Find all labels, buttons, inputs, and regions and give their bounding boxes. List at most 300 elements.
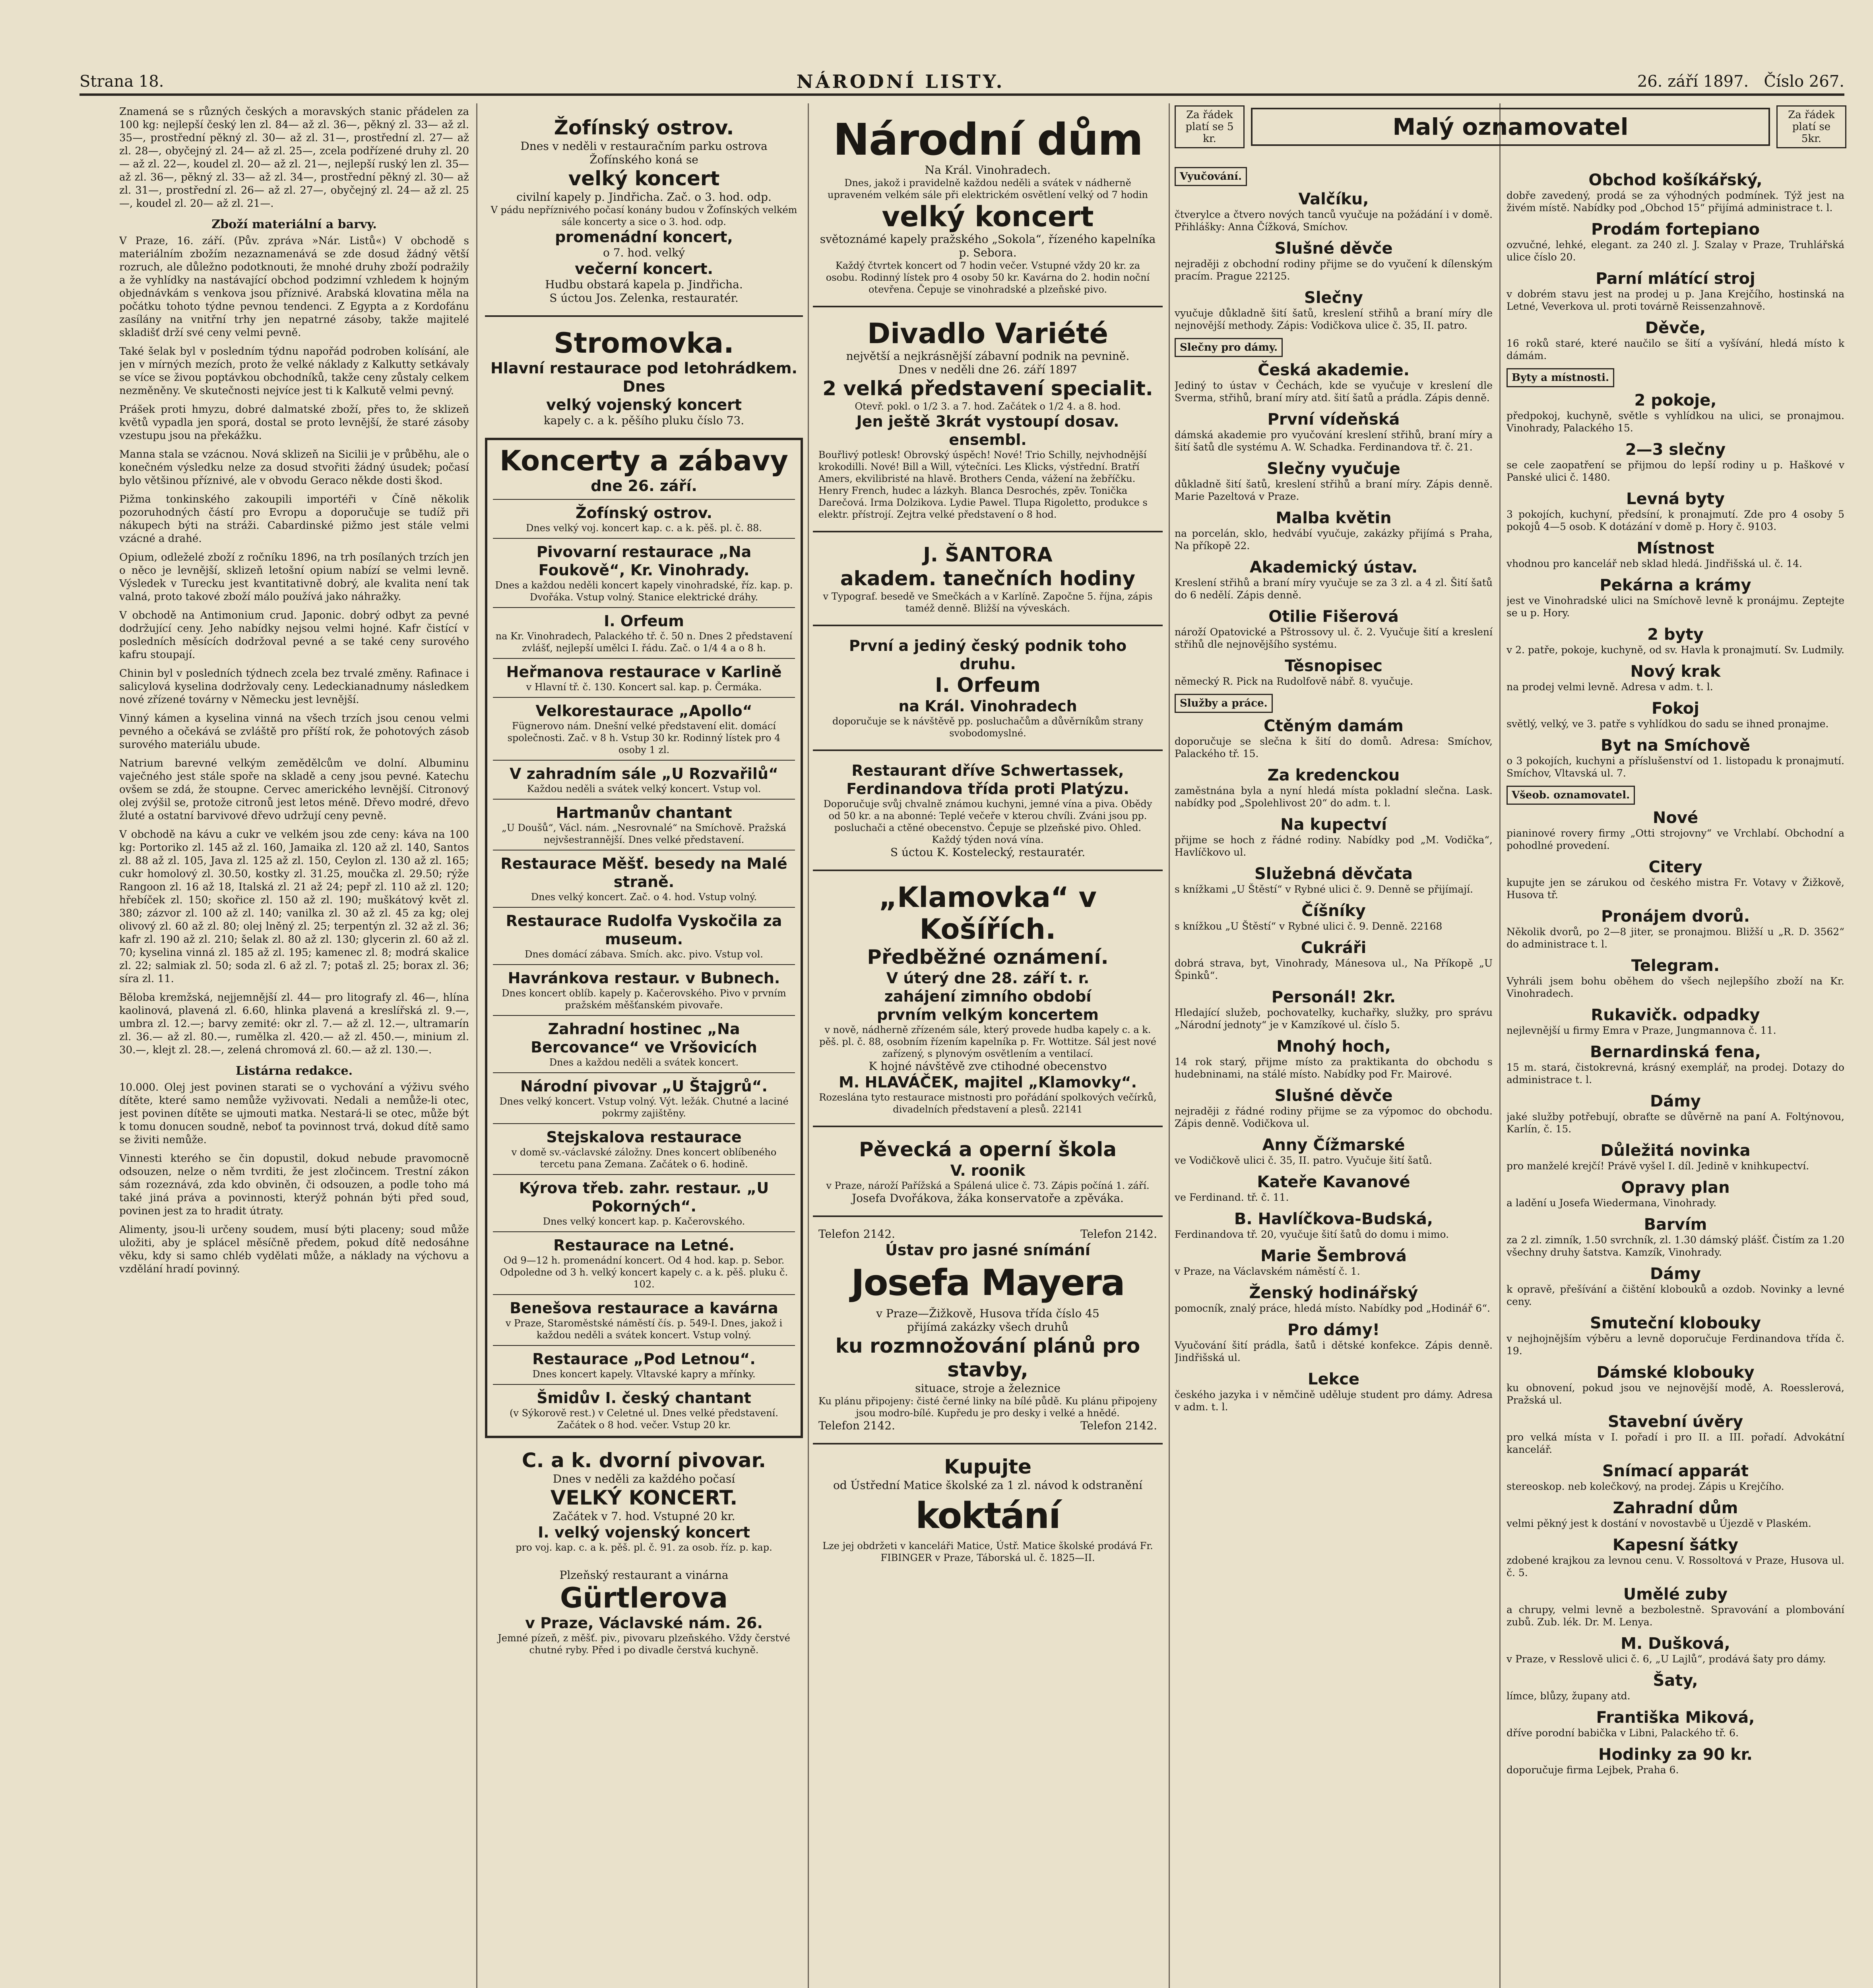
classified-ad [1507, 1006, 1844, 1037]
ad-text: Josefa Dvořákova, žáka konservatoře a zpěváka. [852, 1192, 1124, 1205]
classified-title: Dámy [1650, 1265, 1701, 1283]
ad-headline: V. roonik [950, 1162, 1026, 1179]
article-paragraph: V Praze, 16. září. (Pův. zpráva »Nár. Listů«) V obchodě s materiálním zbožím nezaznamenává se zde dosud žádný větší rozruch, ale důležno podotknouti, že mnohé druhy zboží podražily a že vyhlídky na nastávající obchod podzimní vzhledem k hojným objednávkám s venkova jsou příznivé. Arabská klovatina měla na počátku tohoto týdne pevnou tendenci. Z Egypta a z Kordofánu zasílány na vnitřní trhy jen nepatrné zásoby, takže majitelé skladišť drží své ceny velmi pevně. [119, 235, 469, 339]
ad-headline: v Praze, Václavské nám. 26. [525, 1614, 763, 1632]
classified-title: Dámské klobouky [1596, 1363, 1755, 1382]
column-rule [808, 103, 809, 1988]
classified-title: Pekárna a krámy [1600, 576, 1751, 594]
section-heading: Listárna redakce. [235, 1064, 353, 1078]
listing-venue: Kýrova třeb. zahr. restaur. „U Pokorných“. [519, 1179, 769, 1215]
classified-text: jest ve Vinohradské ulici na Smíchově levně k pronájmu. Zeptejte se u p. Hory. [1507, 595, 1844, 619]
ad-text: o 7. hod. velký [603, 246, 685, 259]
listing-venue: Benešova restaurace a kavárna [510, 1299, 778, 1317]
classified-title: Otilie Fišerová [1268, 608, 1399, 626]
classified-text: v Praze, v Resslově ulici č. 6, „U Lajlů“, prodává šaty pro dámy. [1507, 1653, 1826, 1665]
classified-ad [1507, 858, 1844, 901]
classified-ad [1175, 558, 1493, 601]
classified-title: Pronájem dvorů. [1601, 907, 1750, 926]
classified-text: na prodej velmi levně. Adresa v adm. t. l. [1507, 681, 1713, 693]
classified-ad [1175, 410, 1493, 453]
ad-text: v Typograf. besedě ve Smečkách a v Karlíně. Započne 5. října, zápis taméž denně. Bližší na výveskách. [823, 591, 1153, 614]
article-paragraph: Alimenty, jsou-li určeny soudem, musí býti placeny; soud může uložiti, aby je splácel měsíčně předem, pokud dítě nedosáhne věku, kdy si samo chléb vydělati může, a náklady na výchovu a vzdělání hradí povinný. [119, 1224, 469, 1275]
classified-title: Služebná děvčata [1254, 865, 1413, 883]
listing-venue: Velkorestaurace „Apollo“ [535, 702, 752, 720]
ad-narodni-dum [813, 111, 1163, 300]
ad-title: Národní dům [833, 114, 1143, 165]
divider [493, 799, 795, 800]
listing-venue: Stejskalova restaurace [546, 1128, 742, 1146]
classified-title: B. Havlíčkova-Budská, [1234, 1210, 1433, 1228]
classified-text: pro manželé krejčí! Právě vyšel I. díl. Jedině v knihkupectví. [1507, 1160, 1809, 1172]
ad-title: Pěvecká a operní škola [859, 1138, 1117, 1161]
classified-ad [1507, 1413, 1844, 1456]
classified-ad [1507, 1462, 1844, 1493]
classified-section: Vyučování. [1175, 167, 1247, 186]
telephone-label: Telefon 2142. [1080, 1227, 1157, 1241]
listing-text: Dnes domácí zábava. Smích. akc. pivo. Vstup vol. [525, 949, 763, 960]
classified-title: Důležitá novinka [1600, 1142, 1751, 1160]
listing-text: Dnes koncert oblíb. kapely p. Kačerovského. Pivo v prvním pražském měšťanském pivovaře. [502, 988, 786, 1011]
classified-text: za 2 zl. zimník, 1.50 svrchník, zl. 1.30 dámský plášť. Čistím za 1.20 všechny druhy šatstva. Kamzík, Vinohrady. [1507, 1234, 1844, 1258]
classified-title: Františka Miková, [1596, 1708, 1755, 1727]
listing-venue: Žofínský ostrov. [575, 504, 712, 522]
classified-title: Kateře Kavanové [1257, 1173, 1410, 1191]
divider [493, 658, 795, 659]
ad-text: v nově, nádherně zřízeném sále, který provede hudba kapely c. a k. pěš. pl. č. 88, osobním řízením kapelníka p. Fr. Wottitze. Sál jest nové zařízený, s plynovým osvětlením a ventilací. [819, 1024, 1156, 1059]
ad-title: „Klamovka“ v Košířích. [879, 881, 1097, 945]
classified-ad [1175, 902, 1493, 932]
divider [493, 1123, 795, 1124]
ad-text: V pádu nepříznivého počasí konány budou v Žofínských velkém sále koncerty a sice o 3. hod. odp. [491, 204, 797, 227]
classified-title: Prodám fortepiano [1591, 220, 1760, 239]
classified-text: nejraději z řádné rodiny přijme se za výpomoc do obchodu. Zápis denně. Vodičkova ul. [1175, 1105, 1493, 1129]
concerts-listing [485, 438, 803, 1438]
classified-text: Kreslení střihů a braní míry vyučuje se za 3 zl. a 4 zl. Šití šatů do 6 nedělí. Zápis denně. [1175, 577, 1493, 601]
classified-title: Personál! 2kr. [1271, 988, 1396, 1006]
listing-venue: Národní pivovar „U Štajgrů“. [520, 1077, 768, 1095]
ad-title: Stromovka. [554, 327, 734, 359]
classified-title: Nové [1652, 809, 1698, 827]
ad-text: Lze jej obdržeti v kanceláři Matice, Ústř. Matice školské prodává Fr. FIBINGER v Praze, Táborská ul. č. 1825—II. [822, 1540, 1153, 1563]
classified-text: vhodnou pro kancelář neb sklad hledá. Jindřišská ul. č. 14. [1507, 558, 1802, 569]
classified-ad [1175, 1247, 1493, 1277]
classified-title: Za kredenckou [1267, 766, 1400, 784]
article-paragraph: Opium, odleželé zboží z ročníku 1896, na trh posílaných trzích jen o něco je levnější, sklizeň letošní opium nabízí se velmi levně. Výsledek v Turecku jest kvantitativně dobrý, ale kvalita není tak valná, proto takové zboží málo používá jako náhražky. [119, 551, 469, 603]
divider [813, 306, 1163, 307]
listing-venue: Restaurace „Pod Letnou“. [532, 1350, 756, 1368]
divider [493, 1015, 795, 1016]
ad-text: Ku plánu připojeny: čisté černé linky na bílé půdě. Ku plánu připojeny jsou modro-bílé. Kupředu je pro desky i velké a hnědé. [818, 1396, 1157, 1419]
classified-ad [1507, 490, 1844, 533]
ad-title: Divadlo Variété [867, 317, 1109, 350]
classified-text: stereoskop. neb kolečkový, na prodej. Zápis u Krejčího. [1507, 1481, 1784, 1492]
classified-ad [1507, 1314, 1844, 1357]
classified-title: Rukavičk. odpadky [1591, 1006, 1760, 1024]
column-rule [1169, 103, 1170, 1988]
classified-ad [1507, 1585, 1844, 1628]
listing-text: Dnes a každou neděli a svátek koncert. [549, 1057, 739, 1068]
classified-text: pianinové rovery firmy „Otti strojovny“ ve Vrchlabí. Obchodní a pohodlné provedení. [1507, 827, 1844, 851]
classified-ad [1175, 289, 1493, 332]
divider [493, 1231, 795, 1232]
classified-ad [1175, 766, 1493, 809]
price-box: Za řádek platí se 5kr. [1776, 105, 1846, 148]
article-paragraph: Manna stala se vzácnou. Nová sklizeň na Sicilii je v průběhu, ale o konečném výsledku nelze za dosud stvořiti žádný úsudek; počasí bylo většinou příznivé, ale v obvodu Geraco někde dosti škod. [119, 448, 469, 487]
classified-ad [1507, 1672, 1844, 1702]
classified-ad [1175, 190, 1493, 233]
classified-title: Levná byty [1626, 490, 1725, 508]
classified-text: dříve porodní babička v Libni, Palackého tř. 6. [1507, 1727, 1739, 1739]
ad-variete [813, 313, 1163, 525]
classified-title: Ženský hodinářský [1249, 1284, 1418, 1302]
classified-title: Nový krak [1630, 662, 1721, 681]
listing-date: dne 26. září. [591, 477, 697, 495]
classified-title: Slušné děvče [1274, 1087, 1393, 1105]
ad-stromovka [485, 322, 803, 432]
ad-klamovka [813, 877, 1163, 1120]
article-paragraph: Také šelak byl v posledním týdnu napořád podroben kolísání, ale jen v mírných mezích, proto že velké náklady z Kalkutty setkávaly se více se živou poptávkou obchodníků, takže ceny zůstaly celkem nezměněny. Ve skutečnosti nejvíce jest ti k Kalkutě velmi pevný. [119, 346, 469, 397]
ad-kupujte [813, 1450, 1163, 1569]
classified-text: nároží Opatovické a Pštrossovy ul. č. 2. Vyučuje šití a kreslení střihů dle nejnovějšího systému. [1175, 626, 1493, 650]
listing-venue: V zahradním sále „U Rozvařilů“ [509, 765, 778, 782]
classified-section: Služby a práce. [1175, 694, 1273, 713]
classified-text: dobrá strava, byt, Vinohrady, Mánesova ul., Na Příkopě „U Špinků“. [1175, 957, 1493, 981]
divider [493, 964, 795, 965]
ad-text: od Ústřední Matice školské za 1 zl. návod k odstranění [833, 1479, 1143, 1492]
ad-headline: promenádní koncert, [555, 228, 733, 246]
article-paragraph: Znamená se s různých českých a moravských stanic přádelen za 100 kg: nejlepší český len zl. 84— až zl. 36—, pěkný zl. 33— až zl. 35—, prostřední pěkný zl. 30— až zl. 31—, prostřední zl. 27— až zl. 28—, obyčejný zl. 24— až zl. 25—, zcela podřízené druhy zl. 20— až zl. 22—, koudel zl. 20— až zl. 21—, nejlepší ruský len zl. 35— až zl. 36—, pěkný zl. 33— až zl. 34—, prostřední pěkný zl. 30— až zl. 31—, prostřední zl. 26— až zl. 27—, obyčejný zl. 24— až zl. 25—, koudel zl. 20— až zl. 21—. [119, 106, 469, 210]
classified-title: Cukráři [1301, 939, 1367, 957]
classified-title: Obchod košíkářský, [1588, 171, 1762, 189]
classified-ad [1507, 957, 1844, 1000]
classified-ad [1175, 988, 1493, 1031]
classified-title: Mnohý hoch, [1276, 1037, 1391, 1056]
classified-text: se cele zaopatření se přijmou do lepší rodiny u p. Haškové v Panské ulici č. 1480. [1507, 459, 1844, 483]
classified-ad [1175, 1370, 1493, 1413]
classified-title: Hodinky za 90 kr. [1598, 1745, 1753, 1764]
classified-title: Stavební úvěry [1607, 1413, 1743, 1431]
classified-text: českého jazyka i v němčině uděluje student pro dámy. Adresa v adm. t. l. [1175, 1389, 1493, 1413]
listing-text: na Kr. Vinohradech, Palackého tř. č. 50 n. Dnes 2 představení zvlášť, nejlepší umělci I. řádu. Zač. o 1/4 4 a o 8 h. [495, 631, 793, 654]
listing-venue: Havránkova restaur. v Bubnech. [508, 969, 780, 987]
listing-venue: Restaurace Rudolfa Vyskočila za museum. [506, 912, 782, 948]
divider [813, 531, 1163, 532]
listing-venue: Restaurace na Letné. [553, 1237, 735, 1254]
classified-title: 2 pokoje, [1634, 391, 1717, 410]
listing-title: Koncerty a zábavy [499, 445, 789, 477]
classified-ad [1175, 239, 1493, 282]
classified-title: Marie Šembrová [1260, 1247, 1407, 1265]
classified-ad [1507, 1536, 1844, 1579]
ad-headline: Předběžné oznámení. [867, 945, 1109, 969]
ad-zofin [485, 111, 803, 310]
ad-headline: I. velký vojenský koncert [538, 1524, 750, 1541]
listing-text: Fügnerovo nám. Dnešní velké představení elit. domácí společnosti. Zač. v 8 h. Vstup 30 kr. Rodinný lístek pro 4 osoby 1 zl. [507, 720, 781, 755]
classified-ad [1507, 220, 1844, 263]
listing-venue: I. Orfeum [604, 612, 684, 630]
ad-signature: S úctou K. Kostelecký, restauratér. [890, 846, 1086, 859]
classified-title: Malba květin [1276, 509, 1392, 527]
classified-ad [1507, 539, 1844, 570]
classified-title: Opravy plan [1621, 1178, 1730, 1197]
classified-ad [1507, 1142, 1844, 1172]
classified-text: ve Ferdinand. tř. č. 11. [1175, 1192, 1289, 1203]
ad-headline: velký koncert [568, 167, 720, 190]
classified-title: Byt na Smíchově [1600, 736, 1751, 755]
divider [813, 625, 1163, 626]
ad-headline: zahájení zimního období [884, 988, 1092, 1005]
ad-text: pro voj. kap. c. a k. pěš. pl. č. 91. za osob. říz. p. kap. [516, 1542, 772, 1553]
classified-ad [1175, 608, 1493, 650]
ad-title: Žofínský ostrov. [554, 116, 734, 139]
listing-text: Od 9—12 h. promenádní koncert. Od 4 hod. kap. p. Sebor. Odpoledne od 3 h. velký koncert kapely c. a k. pěš. pluku č. 102. [500, 1255, 788, 1290]
classified-text: v 2. patře, pokoje, kuchyně, od sv. Havla k pronajmutí. Sv. Ludmily. [1507, 644, 1844, 656]
ad-mayer [813, 1223, 1163, 1437]
newspaper-title: NÁRODNÍ LISTY. [796, 71, 1005, 92]
classified-ad [1507, 1043, 1844, 1086]
classified-title: Česká akademie. [1258, 361, 1410, 379]
classified-title: Zahradní dům [1613, 1499, 1738, 1517]
classified-text: Jediný to ústav v Čechách, kde se vyučuje v kreslení dle Sverma, střihů, braní míry atd. šití šatů a prádla. Zápis denně. [1175, 380, 1493, 404]
listing-text: Dnes velký voj. koncert kap. c. a k. pěš. pl. č. 88. [526, 522, 762, 534]
classified-text: vyučuje důkladně šití šatů, kreslení střihů a braní míry dle nejnovější methody. Zápis: Vodičkova ulice č. 35, II. patro. [1175, 307, 1493, 331]
classified-text: ozvučné, lehké, elegant. za 240 zl. J. Szalay v Praze, Truhlářská ulice číslo 20. [1507, 239, 1844, 263]
classified-title: Telegram. [1631, 957, 1720, 975]
ad-signature: S úctou Jos. Zelenka, restauratér. [549, 291, 739, 305]
classified-ad [1507, 1092, 1844, 1135]
ad-headline: akadem. tanečních hodiny [840, 567, 1136, 590]
article-paragraph: 10.000. Olej jest povinen starati se o vychování a výživu svého dítěte, které samo nemůže vyživovati. Nedali a nemůže-li otec, jest povinen dítěte se ujmouti matka. Nestará-li se otec, může být k tomu donucen soudně, neboť ta povinnost trvá, dokud dítě samo se živiti nemůže. [119, 1081, 469, 1146]
ad-title: Josefa Mayera [851, 1262, 1125, 1304]
classified-text: 15 m. stará, čistokrevná, krásný exemplář, na prodej. Dotazy do administrace t. l. [1507, 1062, 1844, 1085]
classified-ad [1175, 1321, 1493, 1364]
classified-ad [1507, 1499, 1844, 1530]
classifieds-title: Malý oznamovatel [1251, 108, 1770, 146]
page-number: Strana 18. [79, 72, 164, 91]
classified-title: Parní mlátící stroj [1596, 270, 1755, 288]
price-box: Za řádek platí se 5 kr. [1175, 105, 1245, 148]
listing-venue: Zahradní hostinec „Na Bercovance“ ve Vršovicích [531, 1020, 757, 1056]
article-paragraph: Prášek proti hmyzu, dobré dalmatské zboží, přes to, že sklizeň květů vypadla jen sporá, dostal se proto levnější, že staré zásoby vzestupu jsou na překážku. [119, 404, 469, 442]
divider [493, 538, 795, 539]
ad-text: Bouřlivý potlesk! Obrovský úspěch! Nové! Trio Schilly, nejvhodnější krokodilli. Nové! Bill a Will, výtečníci. Les Klicks, výstřední. Bratří Amers, ekvilibristé na hlavě. Brothers Cenda, vážení na žebříčku. Henry French, hudec a lázkyh. Blanca Desrochés, zpěv. Tonička Darečová. Irma Dolzikova. Lydie Pawel. Tlupa Rigoletto, produkce s elektr. přístrojí. Zejtra velké představení o 8 hod. [818, 449, 1148, 520]
classified-text: límce, blůzy, župany atd. [1507, 1690, 1631, 1702]
ad-title: Kupujte [944, 1455, 1032, 1478]
listing-text: Dnes velký koncert. Zač. o 4. hod. Vstup volný. [531, 891, 757, 903]
classified-text: na porcelán, sklo, hedvábí vyučuje, zakázky přijímá s Praha, Na příkopě 22. [1175, 528, 1493, 551]
section-heading: Zboží materiální a barvy. [211, 217, 377, 231]
classified-ad [1175, 939, 1493, 982]
listing-venue: Heřmanova restaurace v Karlině [506, 663, 782, 681]
ad-text: Rozeslána tyto restaurace mistnosti pro pořádání spolkových večírků, divadelních představení a plesů. 22141 [819, 1092, 1157, 1115]
ad-text: Začátek v 7. hod. Vstupné 20 kr. [553, 1510, 735, 1523]
listing-text: „U Doušů“, Václ. nám. „Nesrovnalé“ na Smíchově. Pražská nejvšestrannější. Dnes velké představení. [502, 822, 786, 845]
ad-headline: na Král. Vinohradech [898, 697, 1077, 715]
ad-title: Restaurant dříve Schwertassek, [851, 762, 1124, 779]
ad-text: Otevř. pokl. o 1/2 3. a 7. hod. Začátek o 1/2 4. a 8. hod. [855, 401, 1121, 412]
classified-title: Lekce [1307, 1370, 1360, 1388]
classified-title: Bernardinská fena, [1590, 1043, 1761, 1061]
classified-title: Číšníky [1301, 902, 1366, 920]
divider [813, 1126, 1163, 1127]
ad-headline: 2 velká představení specialit. [822, 377, 1153, 400]
telephone-row [818, 1419, 1157, 1433]
classified-title: Pro dámy! [1287, 1321, 1380, 1339]
classified-text: předpokoj, kuchyně, světle s vyhlídkou na ulici, se pronajmou. Vinohrady, Palackého 15. [1507, 410, 1844, 434]
classified-text: německý R. Pick na Rudolfově nábř. 8. vyučuje. [1175, 676, 1413, 687]
listing-venue: Pivovarní restaurace „Na Foukově“, Kr. Vinohrady. [536, 543, 752, 579]
ad-text: Dnes v neděli dne 26. září 1897 [898, 363, 1077, 376]
ad-headline: prvním velkým koncertem [876, 1006, 1099, 1023]
listing-text: Dnes koncert kapely. Vltavské kapry a mřínky. [532, 1369, 756, 1380]
ad-headline: koktání [915, 1495, 1060, 1537]
classified-text: Ferdinandova tř. 20, vyučuje šití šatů do domu i mimo. [1175, 1229, 1449, 1240]
ad-text: v Praze, nároží Pařížská a Spálená ulice č. 73. Zápis počíná 1. září. [826, 1180, 1150, 1191]
classified-text: ku obnovení, pokud jsou ve nejnovější modě, A. Roesslerová, Pražská ul. [1507, 1382, 1844, 1406]
classified-ad [1175, 1087, 1493, 1130]
classified-title: Místnost [1636, 539, 1714, 557]
listing-text: v Hlavní tř. č. 130. Koncert sal. kap. p. Čermáka. [526, 681, 762, 693]
ad-headline: Ferdinandova třída proti Platýzu. [846, 780, 1129, 798]
telephone-label: Telefon 2142. [818, 1227, 895, 1241]
classified-ad [1175, 657, 1493, 687]
column-classifieds-b [1507, 167, 1844, 1988]
ad-headline: velký koncert [882, 200, 1094, 233]
classified-title: Šaty, [1653, 1672, 1698, 1690]
classified-ad [1507, 270, 1844, 313]
listing-venue: Hartmanův chantant [556, 804, 732, 821]
article-paragraph: V obchodě na Antimonium crud. Japonic. dobrý odbyt za pevné dodržující ceny. Jeho nabídky nejsou velmi hojné. Kafr čistící v posledních měsících dodržoval pevné a se také ceny surového kafru stoupají. [119, 610, 469, 661]
classified-text: nejraději z obchodní rodiny přijme se do vyučení k dílenským pracím. Prague 22125. [1175, 258, 1493, 282]
classified-text: v dobrém stavu jest na prodej u p. Jana Krejčího, hostinská na Letné, Veverkova ul. proti továrně Reissenzahnově. [1507, 288, 1844, 312]
classified-text: s knížkou „U Štěstí“ v Rybné ulici č. 9. Denně. 22168 [1175, 920, 1443, 932]
ad-text: První a jediný český podnik toho druhu. [849, 637, 1127, 673]
article-paragraph: Pižma tonkinského zakoupili importéři v Číně několik pozoruhodných částí pro Evropu a doporučuje se tudíž při nákupech býti na stráži. Cabardinské pižmo jest stále velmi vzácné a drahé. [119, 493, 469, 545]
classified-title: Smuteční klobouky [1590, 1314, 1761, 1332]
listing-text: v domě sv.-václavské záložny. Dnes koncert oblíbeného tercetu pana Zemana. Začátek o 6. hodině. [511, 1147, 777, 1170]
classified-title: Umělé zuby [1623, 1585, 1728, 1604]
divider [493, 1345, 795, 1346]
classified-text: 3 pokojích, kuchyní, předsíní, k pronajmutí. Zde pro 4 osoby 5 pokojů 4—5 osob. K dotázání v domě p. Hory č. 9103. [1507, 509, 1844, 532]
classified-text: pro velká místa v I. pořadí i pro II. a III. pořadí. Advokátní kancelář. [1507, 1431, 1844, 1455]
page-header [79, 70, 1844, 96]
classified-ad [1175, 1210, 1493, 1241]
classified-text: nejlevnější u firmy Emra v Praze, Jungmannova č. 11. [1507, 1025, 1776, 1036]
classified-ad [1507, 576, 1844, 619]
article-paragraph: Chinin byl v posledních týdnech zcela bez trvalé změny. Rafinace i salicylová kyselina dodržovaly ceny. Ledeckianadnumy následkem nové zřízené továrny v Německu jest levnější. [119, 668, 469, 706]
ad-title: J. ŠANTORA [923, 543, 1053, 566]
ad-text: kapely c. a k. pěšího pluku číslo 73. [543, 414, 745, 427]
listing-text: Každou neděli a svátek velký koncert. Vstup vol. [527, 783, 761, 794]
ad-text: Každý čtvrtek koncert od 7 hodin večer. Vstupné vždy 20 kr. za osobu. Rodinný lístek pro 4 osoby 50 kr. Kavárna do 2. hodin noční otevřena. Čepuje se vinohradské a plzeňské pivo. [826, 260, 1150, 295]
classified-text: přijme se hoch z řádné rodiny. Nabídky pod „M. Vodička“, Havlíčkovo ul. [1175, 834, 1493, 858]
classified-text: dobře zavedený, prodá se za výhodných podmínek. Týž jest na živém místě. Nabídky pod „Obchod 15“ přijímá administrace t. l. [1507, 190, 1844, 214]
ad-text: Na Král. Vinohradech. [925, 163, 1051, 177]
classified-title: První vídeňská [1267, 410, 1400, 429]
classified-ad [1507, 736, 1844, 779]
ad-text: největší a nejkrásnější zábavní podnik na pevnině. [846, 349, 1130, 363]
classified-ad [1507, 1708, 1844, 1739]
classified-text: světlý, velký, ve 3. patře s vyhlídkou do sadu se ihned pronajme. [1507, 718, 1829, 730]
ad-text: v Praze—Žižkově, Husova třída číslo 45 [876, 1307, 1099, 1320]
classified-text: Vyučování šití prádla, šatů i dětské konfekce. Zápis denně. Jindřišská ul. [1175, 1340, 1493, 1363]
ad-text: Doporučuje svůj chvalně známou kuchyni, jemné vína a piva. Obědy od 50 kr. a na abonné: Teplé večeře v kterou chvíli. Zváni jsou pp. posluchači a ctěné obecenstvo. Čepuje se plzeňské pivo. Ohled. Každý týden nová vína. [823, 798, 1152, 845]
ad-headline: velký vojenský koncert [546, 396, 742, 414]
ad-text: Hudbu obstará kapela p. Jindřicha. [545, 278, 743, 291]
divider [493, 1174, 795, 1175]
classified-title: Barvím [1644, 1215, 1707, 1234]
classified-ad [1507, 441, 1844, 483]
classifieds-banner [1175, 105, 1846, 148]
classified-ad [1175, 1284, 1493, 1314]
ad-text: Plzeňský restaurant a vinárna [559, 1569, 729, 1582]
ad-text: Dnes v neděli v restauračním parku ostrova Žofínského koná se [520, 140, 768, 166]
classified-section: Byty a místnosti. [1507, 368, 1614, 387]
divider [493, 697, 795, 698]
classified-text: o 3 pokojích, kuchyni a příslušenství od 1. listopadu k pronajmutí. Smíchov, Vltavská ul. 7. [1507, 755, 1844, 779]
classified-title: Snímací apparát [1602, 1462, 1749, 1480]
classified-text: jaké služby potřebují, obraťte se důvěrně na paní A. Foltýnovou, Karlín, č. 15. [1507, 1111, 1844, 1135]
classified-title: Ctěným damám [1264, 717, 1404, 735]
classified-title: Akademický ústav. [1249, 558, 1418, 577]
column-advertisements [813, 105, 1163, 1988]
classified-ad [1507, 662, 1844, 693]
classified-ad [1507, 1363, 1844, 1406]
classified-text: pomocník, znalý práce, hledá místo. Nabídky pod „Hodinář 6“. [1175, 1303, 1490, 1314]
ad-gurtlerova [485, 1564, 803, 1661]
ad-title: C. a k. dvorní pivovar. [522, 1449, 766, 1472]
divider [813, 749, 1163, 751]
listing-venue: Restaurace Měšť. besedy na Malé straně. [500, 855, 787, 891]
ad-headline: Jen ještě 3krát vystoupí dosav. ensembl. [856, 413, 1119, 448]
classified-text: a ladění u Josefa Wiedermana, Vinohrady. [1507, 1197, 1717, 1209]
classified-text: v Praze, na Václavském náměstí č. 1. [1175, 1266, 1360, 1277]
classified-text: kupujte jen se zárukou od českého mistra Fr. Votavy v Žižkově, Husova tř. [1507, 877, 1844, 901]
ad-santora [813, 538, 1163, 619]
classified-ad [1507, 1265, 1844, 1308]
classified-ad [1507, 907, 1844, 950]
divider [493, 1384, 795, 1385]
classified-ad [1175, 865, 1493, 895]
issue-number: Číslo 267. [1764, 72, 1844, 91]
classified-text: a chrupy, velmi levně a bezbolestně. Spravování a plombování zubů. Zub. lék. Dr. M. Lenya. [1507, 1604, 1844, 1628]
article-paragraph: Vinný kámen a kyselina vinná na všech trzích jsou cenou velmi pevného a očekává se zvláště pro příští rok, že pohotových zásob surového materiálu ubude. [119, 712, 469, 751]
issue-date: 26. září 1897. [1637, 72, 1749, 91]
classified-ad [1175, 815, 1493, 858]
ad-text: Dnes v neděli za každého počasí [553, 1472, 735, 1485]
classified-title: Dámy [1650, 1092, 1701, 1110]
divider [813, 870, 1163, 871]
classified-title: Slečny [1304, 289, 1363, 307]
classified-text: důkladně šití šatů, kreslení střihů a braní míry. Zápis denně. Marie Pazeltová v Praze. [1175, 478, 1493, 502]
listing-text: v Praze, Staroměstské náměstí čís. p. 549-I. Dnes, jakož i každou neděli a svátek koncert. Vstup volný. [505, 1318, 783, 1341]
classified-title: 2—3 slečny [1625, 441, 1726, 459]
ad-text: civilní kapely p. Jindřicha. Zač. o 3. hod. odp. [516, 190, 772, 204]
classified-ad [1507, 699, 1844, 730]
ad-schwertassek [813, 757, 1163, 864]
classified-text: 16 roků staré, které naučilo se šití a vyšívání, hledá místo k dámám. [1507, 338, 1844, 361]
column-classifieds-a [1175, 167, 1493, 1988]
classified-text: dámská akademie pro vyučování kreslení střihů, braní míry a šití šatů dle systému A. W. Schadka. Ferdinandova tř. č. 21. [1175, 429, 1493, 453]
listing-text: Dnes velký koncert. Vstup volný. Výt. ležák. Chutné a laciné pokrmy zajištěny. [499, 1096, 789, 1119]
classified-ad [1175, 361, 1493, 404]
classified-ad [1507, 319, 1844, 362]
ad-text: situace, stroje a železnice [915, 1382, 1061, 1395]
listing-text: Dnes velký koncert kap. p. Kačerovského. [543, 1216, 745, 1227]
ad-text: světoznámé kapely pražského „Sokola“, řízeného kapelníka p. Sebora. [820, 233, 1156, 259]
divider [493, 1072, 795, 1073]
classified-ad [1175, 1173, 1493, 1204]
